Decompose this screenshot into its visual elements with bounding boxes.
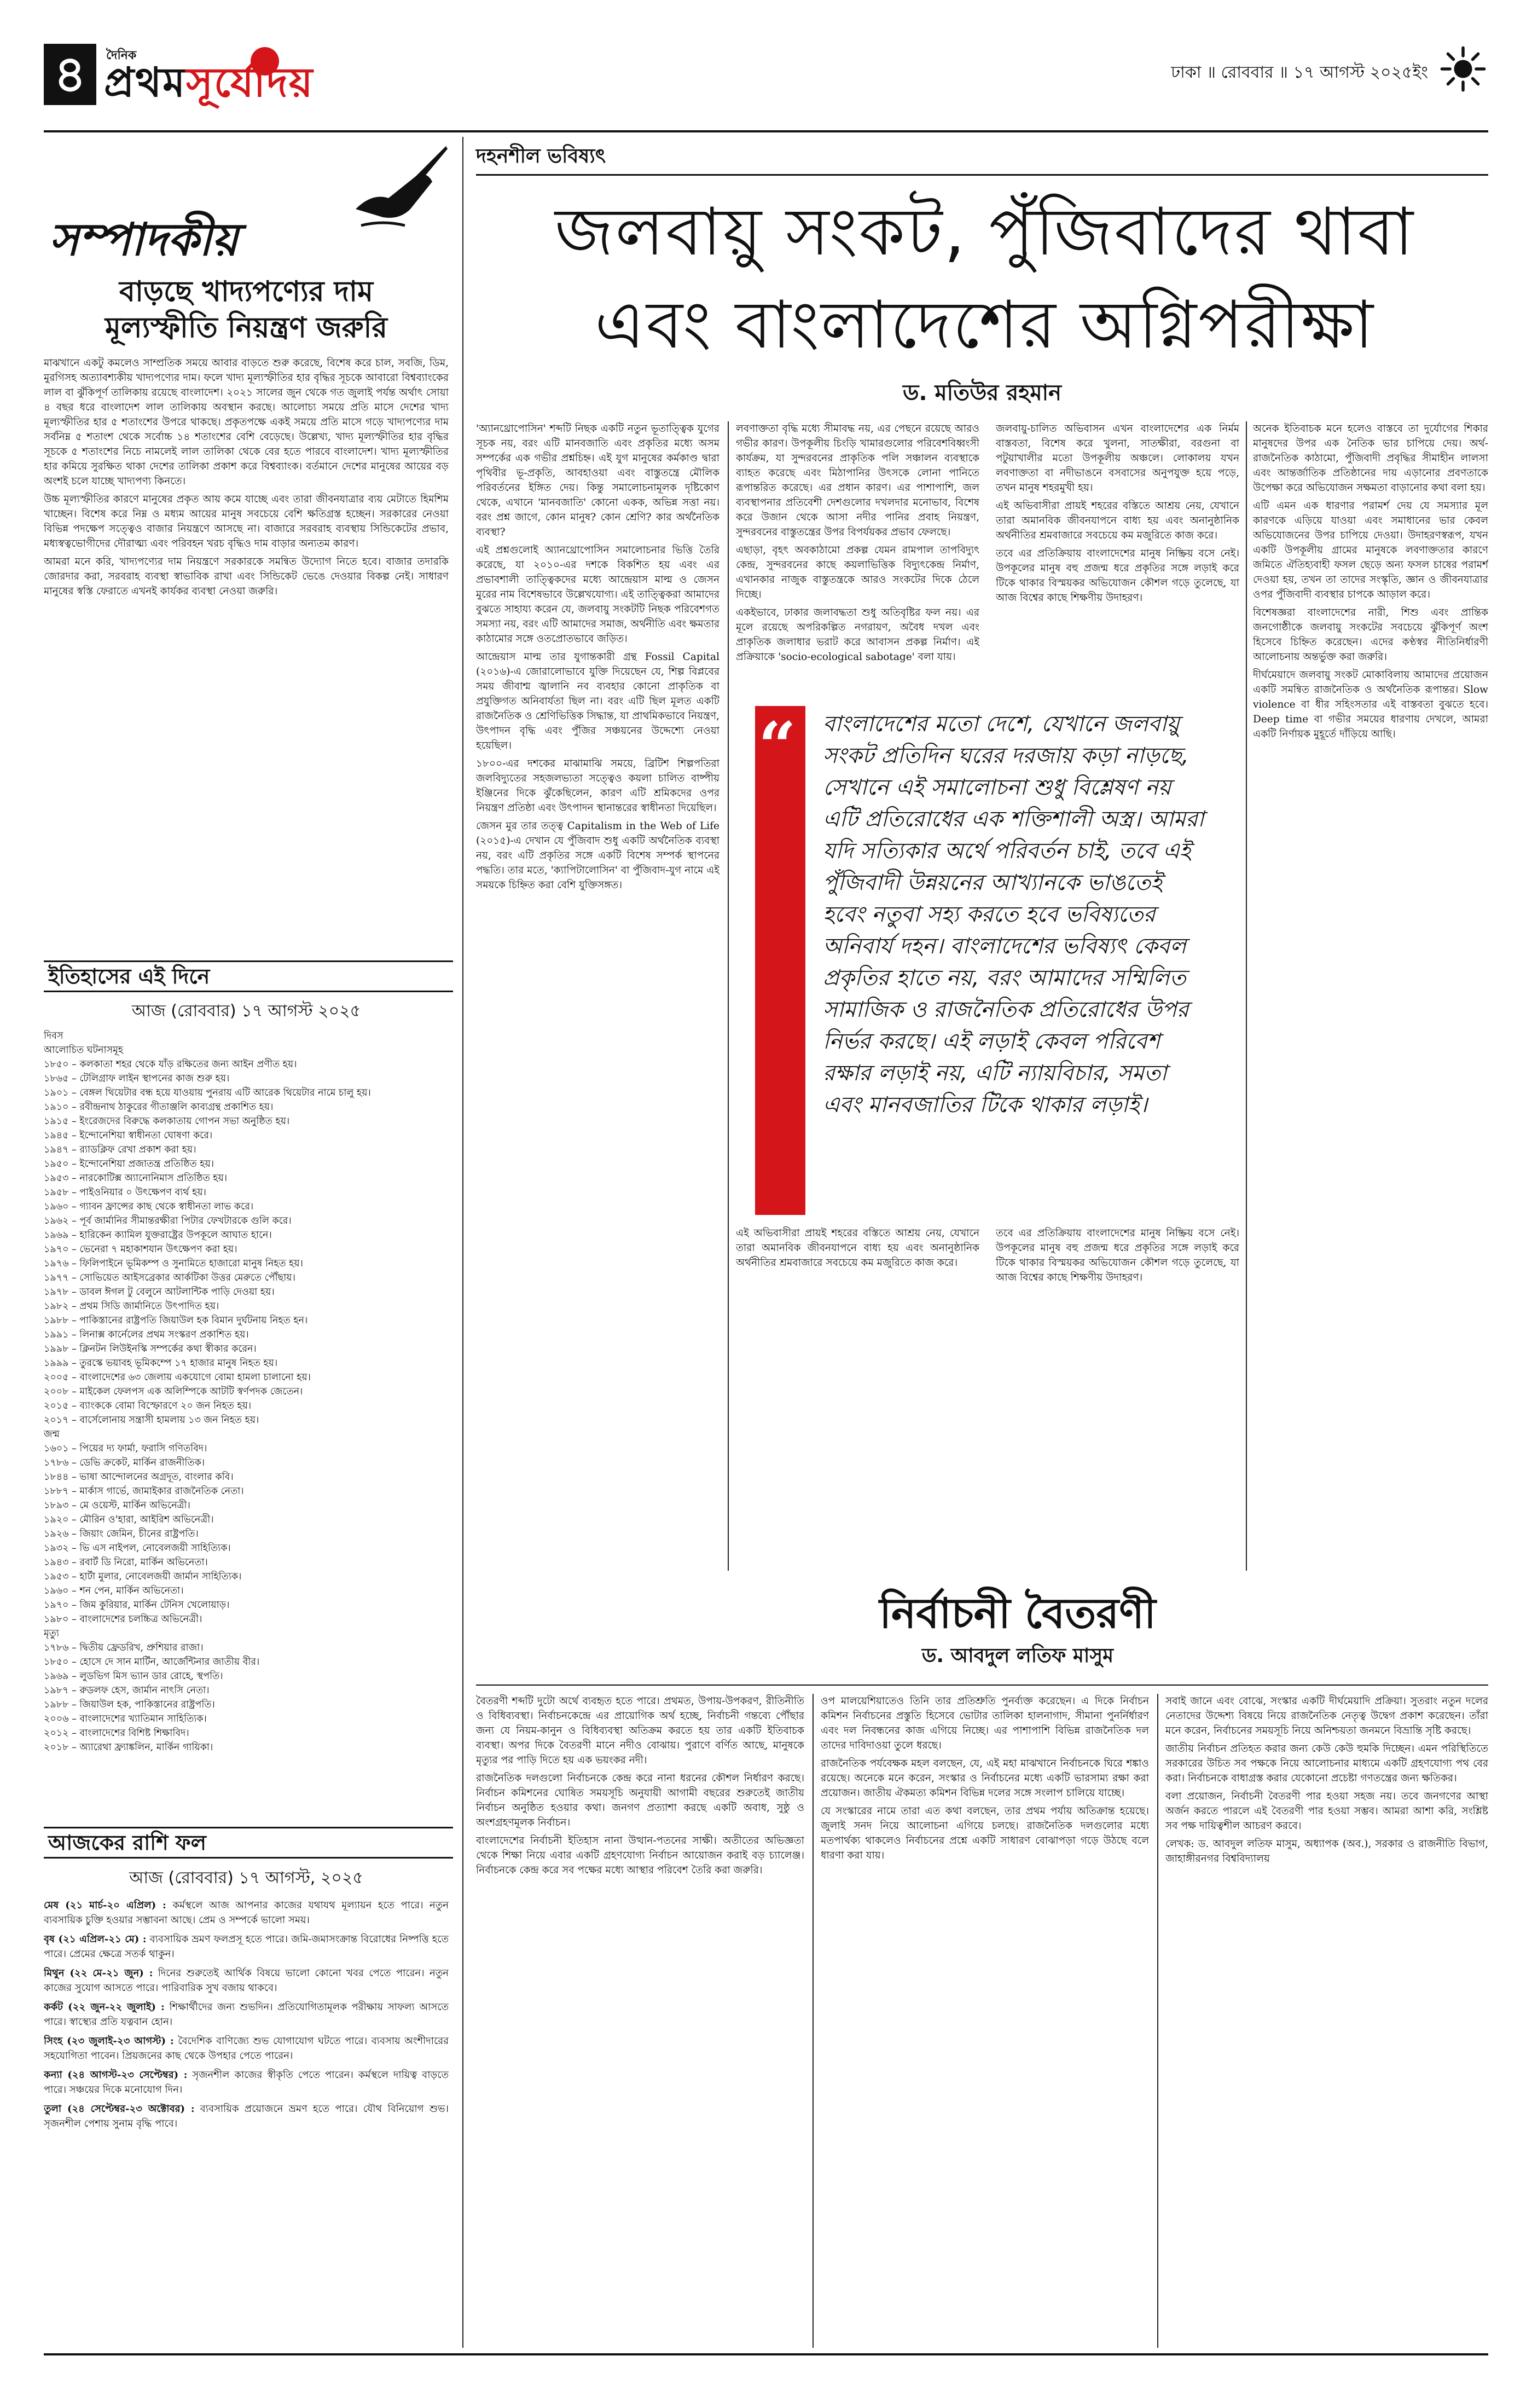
- history-section-title: ইতিহাসের এই দিনে: [44, 960, 453, 992]
- sub-article-paragraph: বাংলাদেশের নির্বাচনী ইতিহাস নানা উত্থান-পতনের সাক্ষী। অতীতের অভিজ্ঞতা থেকে শিক্ষা নিয়ে এবার একটি গ্রহণযোগ্য নির্বাচন আয়োজন করাই বড় চ্যালেঞ্জ। নির্বাচনকে কেন্দ্র করে সব পক্ষের মধ্যে আস্থার পরিবেশ তৈরি করা জরুরি।: [476, 1835, 804, 1876]
- history-event: ২০০৫ – বাংলাদেশের ৬৩ জেলায় একযোগে বোমা হামলা চালানো হয়।: [44, 1372, 311, 1383]
- sunburst-icon: [1438, 44, 1488, 94]
- history-event: ১৯৯১ – লিনাক্স কার্নেলের প্রথম সংস্করণ প্রকাশিত হয়।: [44, 1329, 249, 1340]
- logo-tag: দৈনিক: [106, 49, 137, 62]
- history-event: ১৯৭০ – জিম কুরিয়ার, মার্কিন টেনিস খেলোয়াড়।: [44, 1600, 230, 1611]
- sub-article-paragraph: সবাই জানে এবং বোঝে, সংস্কার একটি দীর্ঘমেয়াদি প্রক্রিয়া। সুতরাং নতুন দলের নেতাদের উদ্দেশ্য বিষয়ে নিয়ে রাজনৈতিক নেতৃত্ব উদ্বেগ প্রকাশ করেছেন। তাঁরা মনে করেন, নির্বাচনের সময়সূচি নিয়ে অনিশ্চয়তা জনমনে বিভ্রান্তি সৃষ্টি করছে।: [1165, 1695, 1488, 1736]
- sub-article-paragraph: রাজনৈতিক পর্যবেক্ষক মহল বলছেন, যে, এই মহা মাঝখানে নির্বাচনকে ঘিরে শঙ্কাও রয়েছে। অনেকে মনে করেন, সংস্কার ও নির্বাচনের মধ্যে একটি ভারসাম্য রক্ষা করা প্রয়োজন। জাতীয় ঐকমত্য কমিশন বিভিন্ন দলের সঙ্গে সংলাপ চালিয়ে যাচ্ছে।: [821, 1758, 1149, 1799]
- column-divider: [813, 1694, 814, 2348]
- rashi-list: [44, 1898, 449, 2347]
- rashi-item: মেষ (২১ মার্চ-২০ এপ্রিল) : কর্মস্থলে আজ আপনার কাজের যথাযথ মূল্যায়ন হতে পারে। নতুন ব্যবসায়িক চুক্তি হওয়ার সম্ভাবনা আছে। প্রেম ও সম্পর্কে ভালো সময়।: [44, 1900, 449, 1926]
- masthead: [44, 38, 1488, 115]
- sub-article-paragraph: ওপ মালয়েশিয়াতেও তিনি তার প্রতিশ্রুতি পুনর্ব্যক্ত করেছেন। এ দিকে নির্বাচন কমিশন নির্বাচনের প্রস্তুতি হিসেবে ভোটার তালিকা হালনাগাদ, সীমানা পুনর্নির্ধারণ এবং দল নিবন্ধনের কাজ এগিয়ে নিচ্ছে। এর পাশাপাশি বিভিন্ন রাজনৈতিক দল তাদের দাবিদাওয়া তুলে ধরছে।: [821, 1695, 1149, 1751]
- history-event: জন্ম: [44, 1429, 60, 1440]
- article-continuation: [736, 1226, 1239, 1571]
- history-list: [44, 1029, 449, 1817]
- sub-article-paragraph: জাতীয় নির্বাচন প্রতিহত করার জন্য কেউ কেউ হুমকি দিচ্ছেন। এমন পরিস্থিতিতে সরকারের উচিত সব পক্ষকে নিয়ে আলোচনার মাধ্যমে একটি গ্রহণযোগ্য পথ বের করা। নির্বাচনকে বাধাগ্রস্ত করার যেকোনো প্রচেষ্টা গণতন্ত্রের জন্য ক্ষতিকর।: [1165, 1743, 1488, 1784]
- column-divider: [1246, 421, 1247, 1571]
- article-paragraph: তবে এর প্রতিক্রিয়ায় বাংলাদেশের মানুষ নিষ্ক্রিয় বসে নেই। উপকূলের মানুষ বহু প্রজন্ম ধরে প্রকৃতির সঙ্গে লড়াই করে টিকে থাকার বিস্ময়কর অভিযোজন কৌশল গড়ে তুলেছে, যা আজ বিশ্বের কাছে শিক্ষণীয় উদাহরণ।: [996, 548, 1239, 604]
- editorial-headline: [44, 274, 449, 346]
- sub-article-paragraph: বলা প্রয়োজন, নির্বাচনী বৈতরণী পার হওয়া সহজ নয়। তবে জনগণের আস্থা অর্জন করতে পারলে এই বৈতরণী পার হওয়া সম্ভব। আমরা আশা করি, সংশ্লিষ্ট সব পক্ষ দায়িত্বশীল আচরণ করবে।: [1165, 1791, 1488, 1832]
- rashi-item: মিথুন (২২ মে-২১ জুন) : দিনের শুরুতেই আর্থিক বিষয়ে ভালো কোনো খবর পেতে পারেন। নতুন কাজের সুযোগ আসতে পারে। পারিবারিক সুখ বজায় থাকবে।: [44, 1967, 449, 1994]
- history-event: ১৭৮৬ – দ্বিতীয় ফ্রেডরিখ, প্রুশিয়ার রাজা।: [44, 1642, 204, 1653]
- article-headline-line-2: এবং বাংলাদেশের অগ্নিপরীক্ষা: [594, 287, 1376, 363]
- rashi-item: কর্কট (২২ জুন-২২ জুলাই) : শিক্ষার্থীদের জন্য শুভদিন। প্রতিযোগিতামূলক পরীক্ষায় সাফল্য আসতে পারে। স্বাস্থ্যের প্রতি যত্নবান হোন।: [44, 2001, 449, 2028]
- history-event: ১৯৯৮ – ক্লিনটন লিউইনস্কি সম্পর্কের কথা স্বীকার করেন।: [44, 1344, 257, 1354]
- pull-quote: [755, 706, 1215, 1215]
- history-event: ২০০৬ – বাংলাদেশের খ্যাতিমান সাহিত্যিক।: [44, 1714, 207, 1724]
- history-event: ১৯৮০ – বাংলাদেশের চলচ্চিত্র অভিনেত্রী।: [44, 1614, 202, 1625]
- history-event: ২০১৮ – অ্যারেথা ফ্র্যাঙ্কলিন, মার্কিন গায়িকা।: [44, 1742, 213, 1753]
- article-column-1: [476, 421, 719, 1571]
- article-headline-line-1: জলবায়ু সংকট, পুঁজিবাদের থাবা: [555, 194, 1415, 270]
- article-column-2: [736, 421, 979, 701]
- editorial-headline-2: মূল্যস্ফীতি নিয়ন্ত্রণ জরুরি: [105, 311, 387, 344]
- sub-article-rule: [476, 1685, 1488, 1686]
- editorial-section-title: সম্পাদকীয়: [49, 213, 239, 266]
- history-event: ১৯০১ – বেঙ্গল থিয়েটার বন্ধ হয়ে যাওয়ায় পুনরায় এটি আরেক থিয়েটার নামে চালু হয়।: [44, 1087, 371, 1098]
- page-number: ৪: [44, 44, 96, 105]
- editorial-header: [44, 143, 449, 269]
- history-event: ২০১৭ – বার্সেলোনায় সন্ত্রাসী হামলায় ১৩ জন নিহত হয়।: [44, 1415, 259, 1426]
- history-intro: দিবস: [44, 1031, 63, 1041]
- history-event: ১৯৪৫ – ইন্দোনেশিয়া স্বাধীনতা ঘোষণা করে।: [44, 1130, 213, 1141]
- history-event: ১৮৮৭ – মার্কাস গার্ভে, জামাইকার রাজনৈতিক নেতা।: [44, 1486, 244, 1497]
- sub-article-paragraph: রাজনৈতিক দলগুলো নির্বাচনকে কেন্দ্র করে নানা ধরনের কৌশল নির্ধারণ করছে। নির্বাচন কমিশনের ঘোষিত সময়সূচি অনুযায়ী আগামী বছরের শুরুতেই জাতীয় নির্বাচন অনুষ্ঠিত হওয়ার কথা। জনগণ প্রত্যাশা করছে একটি অবাধ, সুষ্ঠু ও অংশগ্রহণমূলক নির্বাচন।: [476, 1773, 804, 1828]
- pull-quote-text: বাংলাদেশের মতো দেশে, যেখানে জলবায়ু সংকট প্রতিদিন ঘরের দরজায় কড়া নাড়ছে, সেখানে এই সমালোচনা শুধু বিশ্লেষণ নয় এটি প্রতিরোধের এক শক্তিশালী অস্ত্র। আমরা যদি সত্যিকার অর্থে পরিবর্তন চাই, তবে এই পুঁজিবাদী উন্নয়নের আখ্যানকে ভাঙতেই হবেং নতুবা সহ্য করতে হবে ভবিষ্যতের অনিবার্য দহন। বাংলাদেশের ভবিষ্যৎ কেবল প্রকৃতির হাতে নয়, বরং আমাদের সম্মিলিত সামাজিক ও রাজনৈতিক প্রতিরোধের উপর নির্ভর করছে। এই লড়াই কেবল পরিবেশ রক্ষার লড়াই নয়, এটি ন্যায়বিচার, সমতা এবং মানবজাতির টিকে থাকার লড়াই।: [823, 711, 1204, 1118]
- article-paragraph: জেসন মুর তার তত্ত্ব Capitalism in the Web of Life (২০১৫)-এ দেখান যে পুঁজিবাদ শুধু একটি অর্থনৈতিক ব্যবস্থা নয়, বরং এটি প্রকৃতির সঙ্গে একটি বিশেষ সম্পর্ক স্থাপনের পদ্ধতি। তার মতে, 'ক্যাপিটালোসিন' বা পুঁজিবাদ-যুগ নামে এই সময়কে চিহ্নিত করা বেশি যুক্তিসঙ্গত।: [476, 820, 719, 891]
- quote-mark-icon: “: [758, 708, 797, 785]
- article-paragraph: বিশেষজ্ঞরা বাংলাদেশের নারী, শিশু এবং প্রান্তিক জনগোষ্ঠীকে জলবায়ু সংকটের সবচেয়ে ঝুঁকিপূর্ণ অংশ হিসেবে চিহ্নিত করেছেন। এদের কণ্ঠস্বর নীতিনির্ধারণী আলোচনায় অন্তর্ভুক্ত করা জরুরি।: [1253, 607, 1488, 663]
- sub-article-column-3: [1165, 1694, 1488, 2348]
- history-event: ১৯২০ – মৌরিন ও'হারা, আইরিশ অভিনেত্রী।: [44, 1514, 214, 1525]
- article-paragraph: এই অভিবাসীরা প্রায়ই শহরের বস্তিতে আশ্রয় নেয়, যেখানে তারা অমানবিক জীবনযাপনে বাধ্য হয় এবং অনানুষ্ঠানিক অর্থনীতির শ্রমবাজারে সবচেয়ে কম মজুরিতে কাজ করে।: [996, 500, 1239, 541]
- sub-article-paragraph: লেখক: ড. আবদুল লতিফ মাসুম, অধ্যাপক (অব.), সরকার ও রাজনীতি বিভাগ, জাহাঙ্গীরনগর বিশ্ববিদ্যালয়: [1165, 1838, 1488, 1865]
- history-event: ১৯৭৭ – সোভিয়েত আইসব্রেকার আর্কটিকা উত্তর মেরুতে পৌঁছায়।: [44, 1272, 295, 1283]
- history-event: ১৯৬০ – শন পেন, মার্কিন অভিনেতা।: [44, 1585, 184, 1596]
- history-event: ১৯১০ – রবীন্দ্রনাথ ঠাকুরের গীতাঞ্জলি কাব্যগ্রন্থ প্রকাশিত হয়।: [44, 1102, 274, 1113]
- history-event: ১৯৭৮ – ডাবল ঈগল টু বেলুনে আটলান্টিক পাড়ি দেওয়া হয়।: [44, 1287, 275, 1298]
- dateline: ঢাকা ॥ রোববার ॥ ১৭ আগস্ট ২০২৫ইং: [1171, 63, 1428, 82]
- column-divider: [728, 421, 729, 1571]
- history-event: ১৯৩২ – ভি এস নাইপল, নোবেলজয়ী সাহিত্যিক।: [44, 1543, 231, 1554]
- rashi-item: তুলা (২৪ সেপ্টেম্বর-২৩ অক্টোবর) : ব্যবসায়িক প্রয়োজনে ভ্রমণ হতে পারে। যৌথ বিনিয়োগ শুভ। সৃজনশীল পেশায় সুনাম বৃদ্ধি পাবে।: [44, 2103, 449, 2129]
- logo-name: প্রথমসূর্যোদয়: [104, 59, 314, 106]
- history-event: ১৯৬৯ – লুডভিগ মিস ভ্যান ডার রোহে, স্থপতি।: [44, 1671, 223, 1682]
- history-event: ১৯৫৮ – পাইওনিয়ার ০ উৎক্ষেপণ ব্যর্থ হয়।: [44, 1187, 206, 1198]
- sub-article-column-2: [821, 1694, 1149, 2348]
- history-event: ১৯৬৯ – হারিকেন ক্যামিল যুক্তরাষ্ট্রের উপকূলে আঘাত হানে।: [44, 1230, 272, 1241]
- history-event: ১৯৮২ – প্রথম সিডি জার্মানিতে উৎপাদিত হয়।: [44, 1301, 219, 1312]
- history-event: ১৯৫৩ – হার্টা মুলার, নোবেলজয়ী জার্মান সাহিত্যিক।: [44, 1571, 242, 1582]
- rashi-section-title: আজকের রাশি ফল: [44, 1827, 453, 1859]
- article-kicker: দহনশীল ভবিষ্যৎ: [476, 145, 606, 167]
- history-events-title: আলোচিত ঘটনাসমূহ: [44, 1045, 124, 1056]
- article-paragraph: জলবায়ু-চালিত অভিবাসন এখন বাংলাদেশের এক নির্মম বাস্তবতা, বিশেষ করে খুলনা, সাতক্ষীরা, বরগুনা বা পটুয়াখালীর মতো উপকূলীয় অঞ্চলে। লোকালয় যখন লবণাক্ততা বা নদীভাঙনে বসবাসের অনুপযুক্ত হয়ে পড়ে, তখন মানুষ শহরমুখী হয়।: [996, 423, 1239, 494]
- rashi-date: আজ (রোববার) ১৭ আগস্ট, ২০২৫: [129, 1868, 363, 1888]
- article-paragraph: লবণাক্ততা বৃদ্ধি মধ্যে সীমাবদ্ধ নয়, এর পেছনে রয়েছে আরও গভীর কারণ। উপকূলীয় চিংড়ি খামারগুলোর পরিবেশবিধ্বংসী কার্যক্রম, যা সুন্দরবনের প্রাকৃতিক পলি সঞ্চালন ব্যবস্থাকে ব্যাহত করেছে এবং মিঠাপানির উৎসকে লোনা পানিতে রূপান্তরিত করেছে। এর প্রধান কারণ। এর পাশাপাশি, জল ব্যবস্থাপনার প্রতিবেশী দেশগুলোর দখলদার মনোভাব, বিশেষ করে উজান থেকে আসা নদীর পানির প্রবাহ নিয়ন্ত্রণ, সুন্দরবনের বাস্তুতন্ত্রের উপর বিপর্যয়কর প্রভাব ফেলছে।: [736, 423, 979, 538]
- column-divider: [462, 137, 463, 2348]
- history-event: ১৮৬৫ – টেলিগ্রাফ লাইন স্থাপনের কাজ শুরু হয়।: [44, 1073, 230, 1084]
- history-event: ১৯৭০ – ভেনেরা ৭ মহাকাশযান উৎক্ষেপণ করা হয়।: [44, 1244, 237, 1255]
- history-event: মৃত্যু: [44, 1628, 59, 1639]
- editorial-paragraph: উচ্চ মূল্যস্ফীতির কারণে মানুষের প্রকৃত আয় কমে যাচ্ছে এবং তারা জীবনযাত্রার ব্যয় মেটাতে হিমশিম খাচ্ছেন। বিশেষ করে নিম্ন ও মধ্যম আয়ের মানুষ সবচেয়ে বেশি ক্ষতিগ্রস্ত হচ্ছেন। সরকারের নেওয়া বিভিন্ন পদক্ষেপ সত্ত্বেও বাজার নিয়ন্ত্রণে আসছে না। বাজারে সরবরাহ ব্যবস্থায় সিন্ডিকেটের প্রভাব, মধ্যস্বত্বভোগীদের দৌরাত্ম্য এবং পরিবহন খরচ বৃদ্ধিও দাম বাড়ার অন্যতম কারণ।: [44, 494, 449, 549]
- pen-hand-icon: [350, 143, 449, 231]
- editorial-headline-1: বাড়ছে খাদ্যপণ্যের দাম: [119, 275, 373, 308]
- article-paragraph: এটি এমন এক ধারণার পরামর্শ দেয় যে সমস্যার মূল কারণকে এড়িয়ে যাওয়া এবং সমাধানের ভার কেবল অভিযোজনের উপর চাপিয়ে দেওয়া। উদাহরণস্বরূপ, যখন একটি উপকূলীয় গ্রামের মানুষকে লবণাক্ততার কারণে জমিতে ঐতিহ্যবাহী ফসল ছেড়ে অন্য ফসল চাষের পরামর্শ দেওয়া হয়, তখন তা তাদের সংস্কৃতি, জ্ঞান ও জীবনযাত্রার ওপর পুঁজিবাদী ব্যবস্থার চাপকে আড়াল করে।: [1253, 500, 1488, 600]
- history-event: ১৯৫৩ – নারকোটিক্স অ্যানোনিমাস প্রতিষ্ঠিত হয়।: [44, 1173, 228, 1184]
- history-event: ১৯৬০ – গ্যাবন ফ্রান্সের কাছ থেকে স্বাধীনতা লাভ করে।: [44, 1201, 253, 1212]
- sub-article-column-1: [476, 1694, 804, 2348]
- article-paragraph: এই প্রশ্নগুলোই অ্যানথ্রোপোসিন সমালোচনার ভিত্তি তৈরি করেছে, যা ২০১০-এর দশকে বিকশিত হয় এবং এর প্রভাবশালী তাত্ত্বিকদের মধ্যে আন্দ্রেয়াস মাল্ম ও জেসন মুরের নাম বিশেষভাবে উল্লেখযোগ্য। এই তাত্ত্বিকরা আমাদের বুঝতে সাহায্য করেন যে, জলবায়ু সংকটটি নিছক পরিবেশগত সমস্যা নয়, বরং এটি আমাদের সমাজ, অর্থনীতি এবং ক্ষমতার কাঠামোর সঙ্গে ওতপ্রোতভাবে জড়িত।: [476, 545, 719, 645]
- history-event: ১৯৭৬ – ফিলিপাইনে ভূমিকম্প ও সুনামিতে হাজারো মানুষ নিহত হয়।: [44, 1258, 303, 1269]
- article-paragraph: এছাড়া, বৃহৎ অবকাঠামো প্রকল্প যেমন রামপাল তাপবিদ্যুৎ কেন্দ্র, সুন্দরবনের কাছে কয়লাভিত্তিক বিদ্যুৎকেন্দ্র নির্মাণ, এখানকার নাজুক বাস্তুতন্ত্রকে আরও সংকটের দিকে ঠেলে দিচ্ছে।: [736, 545, 979, 600]
- article-column-4: [1253, 421, 1488, 1571]
- column-divider: [1157, 1694, 1158, 2348]
- article-paragraph: 'অ্যানথ্রোপোসিন' শব্দটি নিছক একটি নতুন ভূতাত্ত্বিক যুগের সূচক নয়, বরং এটি মানবজাতি এবং প্রকৃতির মধ্যে অসম সম্পর্কের এক গভীর প্রশ্নচিহ্ন। এই যুগ মানুষের কর্মকাণ্ড দ্বারা পৃথিবীর ভূ-প্রকৃতি, আবহাওয়া এবং বাস্তুতন্ত্রে মৌলিক পরিবর্তনের ইঙ্গিত দেয়। কিন্তু সমালোচনামূলক দৃষ্টিকোণ থেকে, এখানে 'মানবজাতি' কোনো একক, অভিন্ন সত্তা নয়। বরং প্রশ্ন জাগে, কোন মানুষ? কোন শ্রেণি? কার অর্থনৈতিক ব্যবস্থা?: [476, 423, 719, 538]
- history-event: ১৮৫০ – হোসে দে সান মার্টিন, আর্জেন্টিনার জাতীয় বীর।: [44, 1657, 260, 1668]
- history-event: ১৯৮৭ – রুডলফ হেস, জার্মান নাৎসি নেতা।: [44, 1685, 210, 1696]
- rashi-item: সিংহ (২৩ জুলাই-২৩ আগস্ট) : বৈদেশিক বাণিজ্যে শুভ যোগাযোগ ঘটতে পারে। ব্যবসায় অংশীদারের সহযোগিতা পাবেন। প্রিয়জনের কাছ থেকে উপহার পেতে পারেন।: [44, 2035, 449, 2062]
- sub-article-paragraph: যে সংস্কারের নামে তারা এত কথা বলছেন, তার প্রথম পর্যায় অতিক্রান্ত হয়েছে। জুলাই সনদ নিয়ে আলোচনা এগিয়ে চলছে। রাজনৈতিক দলগুলোর মধ্যে মতপার্থক্য থাকলেও নির্বাচনের প্রশ্নে একটি সাধারণ বোঝাপড়া গড়ে উঠছে বলে ধারণা করা যায়।: [821, 1805, 1149, 1861]
- article-paragraph: এই অভিবাসীরা প্রায়ই শহরের বস্তিতে আশ্রয় নেয়, যেখানে তারা অমানবিক জীবনযাপনে বাধ্য হয় এবং অনানুষ্ঠানিক অর্থনীতির শ্রমবাজারে সবচেয়ে কম মজুরিতে কাজ করে।: [736, 1228, 979, 1269]
- article-byline: ড. মতিউর রহমান: [902, 380, 1062, 406]
- history-event: ১৯৬২ – পূর্ব জার্মানির সীমান্তরক্ষীরা পিটার ফেখটারকে গুলি করে।: [44, 1215, 292, 1226]
- history-event: ১৯১৫ – ইংরেজদের বিরুদ্ধে কলকাতায় গোপন সভা অনুষ্ঠিত হয়।: [44, 1116, 290, 1127]
- history-event: ১৯২৬ – জিয়াং জেমিন, চীনের রাষ্ট্রপতি।: [44, 1529, 199, 1539]
- history-event: ১৯৮৮ – জিয়াউল হক, পাকিস্তানের রাষ্ট্রপতি।: [44, 1699, 215, 1710]
- article-paragraph: আন্দ্রেয়াস মাল্ম তার যুগান্তকারী গ্রন্থ Fossil Capital (২০১৬)-এ জোরালোভাবে যুক্তি দিয়েছেন যে, শিল্প বিপ্লবের সময় জীবাশ্ম জ্বালানি নব ব্যবহার কোনো প্রাকৃতিক বা প্রযুক্তিগত অনিবার্যতা ছিল না। বরং এটি ছিল মূলত একটি রাজনৈতিক ও শ্রেণিভিত্তিক সিদ্ধান্ত, যা প্রাথমিকভাবে নিয়ন্ত্রণ, উৎপাদন বৃদ্ধি এবং পুঁজির সঞ্চয়নের উদ্দেশ্যে নেওয়া হয়েছিল।: [476, 651, 719, 751]
- editorial-paragraph: মাঝখানে একটু কমলেও সাম্প্রতিক সময়ে আবার বাড়তে শুরু করেছে, বিশেষ করে চাল, সবজি, ডিম, মুরগিসহ অত্যাবশ্যকীয় খাদ্যপণ্যের দাম। ফলে খাদ্য মূল্যস্ফীতির হার বৃদ্ধির সূচকে আবারো বিশ্বব্যাংকের লাল বা ঝুঁকিপূর্ণ তালিকায় রয়েছে বাংলাদেশ। ২০২১ সালের জুন থেকে গত জুলাই পর্যন্ত অর্থাৎ সোয়া ৪ বছর ধরে বাংলাদেশ লাল তালিকায় অবস্থান করছে। আলোচ্য সময়ে প্রতি মাসে দেশের খাদ্য মূল্যস্ফীতির হার ৫ শতাংশের উপরে থাকছে। প্রকৃতপক্ষে একই সময়ে প্রতি মাসে গড়ে খাদ্যপণ্যের দাম সর্বনিম্ন ৫ শতাংশ থেকে সর্বোচ্চ ১৪ শতাংশের বেশি বেড়েছে। উল্লেখ্য, খাদ্য মূল্যস্ফীতির হার বৃদ্ধির সূচকে ৫ শতাংশের নিচে নামলেই লাল তালিকা থেকে বের হতে পারবে বাংলাদেশ। খাদ্য মূল্যস্ফীতির হার কমিয়ে সুরক্ষিত থাকা দেশের তালিকা প্রকাশ করে বিশ্বব্যাংক। বর্তমানে দেশের মানুষের আয়ের বড় অংশই চলে যাচ্ছে খাদ্যপণ্য কিনতে।: [44, 357, 449, 487]
- sub-article-byline: ড. আবদুল লতিফ মাসুম: [921, 1645, 1114, 1667]
- masthead-rule: [44, 130, 1488, 132]
- history-event: ২০১২ – বাংলাদেশের বিশিষ্ট শিক্ষাবিদ।: [44, 1728, 189, 1739]
- history-event: ১৯৪৩ – রবার্ট ডি নিরো, মার্কিন অভিনেতা।: [44, 1557, 208, 1568]
- history-date: আজ (রোববার) ১৭ আগস্ট ২০২৫: [131, 1002, 361, 1021]
- article-paragraph: ১৮০০-এর দশকের মাঝামাঝি সময়ে, ব্রিটিশ শিল্পপতিরা জলবিদ্যুতের সহজলভ্যতা সত্ত্বেও কয়লা চালিত বাষ্পীয় ইঞ্জিনের দিকে ঝুঁকেছিলেন, কারণ এটি শ্রমিকদের ওপর নিয়ন্ত্রণ প্রতিষ্ঠা এবং উৎপাদন স্থানান্তরের স্বাধীনতা দিয়েছিল।: [476, 758, 719, 814]
- history-event: ১৯৫০ – ইন্দোনেশিয়া প্রজাতন্ত্র প্রতিষ্ঠিত হয়।: [44, 1159, 214, 1170]
- history-event: ১৮৫০ – কলকাতা শহর থেকে যাঁড় রক্ষিতের জন্য আইন প্রণীত হয়।: [44, 1059, 297, 1070]
- editorial-paragraph: আমরা মনে করি, খাদ্যপণ্যের দাম নিয়ন্ত্রণে সরকারকে সমন্বিত উদ্যোগ নিতে হবে। বাজার তদারকি জোরদার করা, সরবরাহ ব্যবস্থা স্বাভাবিক রাখা এবং সিন্ডিকেট ভেঙে দেওয়ার বিকল্প নেই। সাধারণ মানুষের স্বস্তি ফেরাতে এখনই কার্যকর ব্যবস্থা নেওয়া জরুরি।: [44, 556, 449, 597]
- article-paragraph: একইভাবে, ঢাকার জলাবদ্ধতা শুধু অতিবৃষ্টির ফল নয়। এর মূলে রয়েছে অপরিকল্পিত নগরায়ণ, অবৈধ দখল এবং প্রাকৃতিক জলাধার ভরাট করে আবাসন প্রকল্প নির্মাণ। এই প্রক্রিয়াকে 'socio-ecological sabotage' বলা যায়।: [736, 607, 979, 663]
- history-event: ১৯৪৭ – র‍্যাডক্লিফ রেখা প্রকাশ করা হয়।: [44, 1144, 196, 1155]
- history-event: ২০১৫ – ব্যাংককে বোমা বিস্ফোরণে ২০ জন নিহত হয়।: [44, 1400, 252, 1411]
- page-bottom-rule: [44, 2353, 1488, 2355]
- article-column-3: [996, 421, 1239, 701]
- newspaper-logo[interactable]: [104, 43, 454, 111]
- history-event: ১৮৪৪ – ভাষা আন্দোলনের অগ্রদূত, বাংলার কবি।: [44, 1472, 234, 1483]
- history-event: ১৮৯৩ – মে ওয়েস্ট, মার্কিন অভিনেত্রী।: [44, 1500, 190, 1511]
- history-event: ১৯৮৮ – পাকিস্তানের রাষ্ট্রপতি জিয়াউল হক বিমান দুর্ঘটনায় নিহত হন।: [44, 1315, 308, 1326]
- article-paragraph: অনেক ইতিবাচক মনে হলেও বাস্তবে তা দুর্যোগের শিকার মানুষদের উপর এক নৈতিক ভার চাপিয়ে দেয়। অর্থ-রাজনৈতিক কাঠামো, পুঁজিবাদী প্রবৃদ্ধির সীমাহীন লালসা এবং আন্তর্জাতিক প্রতিষ্ঠানের দায় এড়ানোর প্রবণতাকে উপেক্ষা করে অভিযোজন সক্ষমতা বাড়ানোর কথা বলা হয়।: [1253, 423, 1488, 494]
- history-event: ১৬০১ – পিয়ের দ্য ফার্মা, ফরাসি গণিতবিদ।: [44, 1443, 207, 1454]
- article-paragraph: দীর্ঘমেয়াদে জলবায়ু সংকট মোকাবিলায় আমাদের প্রয়োজন একটি সমন্বিত রাজনৈতিক ও অর্থনৈতিক রূপান্তর। Slow violence বা ধীর সহিংসতার এই বাস্তবতা বুঝতে হবে। Deep time বা গভীর সময়ের ধারণায় দেখলে, আমরা একটি নির্ণায়ক মুহূর্তে দাঁড়িয়ে আছি।: [1253, 669, 1488, 740]
- rashi-item: কন্যা (২৪ আগস্ট-২৩ সেপ্টেম্বর) : সৃজনশীল কাজের স্বীকৃতি পেতে পারেন। কর্মস্থলে দায়িত্ব বাড়তে পারে। সঞ্চয়ের দিকে মনোযোগ দিন।: [44, 2069, 449, 2096]
- history-event: ২০০৮ – মাইকেল ফেলপস এক অলিম্পিকে আটটি স্বর্ণপদক জেতেন।: [44, 1386, 303, 1397]
- kicker-rule: [476, 174, 1488, 176]
- history-event: ১৯৯৯ – তুরস্কে ভয়াবহ ভূমিকম্পে ১৭ হাজার মানুষ নিহত হয়।: [44, 1358, 278, 1369]
- sub-article-paragraph: বৈতরণী শব্দটি দুটো অর্থে ব্যবহৃত হতে পারে। প্রথমত, উপায়-উপকরণ, রীতিনীতি ও বিধিব্যবস্থা। নির্বাচনকেন্দ্রে এর প্রায়োগিক অর্থ হচ্ছে, নির্বাচনী গন্তব্যে পৌঁছার জন্য যে নিয়ম-কানুন ও বিধিব্যবস্থা অতিক্রম করতে হয় তার একটি ইতিবাচক ব্যবস্থা। অপর দিকে বৈতরণী মানে নদীও বোঝায়। পুরাণে বর্ণিত আছে, মানুষকে মৃত্যুর পর পাড়ি দিতে হয় এক ভয়ংকর নদী।: [476, 1695, 804, 1766]
- sub-article-headline: নির্বাচনী বৈতরণী: [879, 1589, 1156, 1637]
- rashi-item: বৃষ (২১ এপ্রিল-২১ মে) : ব্যবসায়িক ভ্রমণ ফলপ্রসূ হতে পারে। জমি-জমাসংক্রান্ত বিরোধের নিষ্পত্তি হতে পারে। প্রেমের ক্ষেত্রে সতর্ক থাকুন।: [44, 1934, 449, 1960]
- article-headline: [492, 186, 1477, 372]
- history-event: ১৭৮৬ – ডেভি ক্রকেট, মার্কিন রাজনীতিক।: [44, 1457, 205, 1468]
- article-paragraph: তবে এর প্রতিক্রিয়ায় বাংলাদেশের মানুষ নিষ্ক্রিয় বসে নেই। উপকূলের মানুষ বহু প্রজন্ম ধরে প্রকৃতির সঙ্গে লড়াই করে টিকে থাকার বিস্ময়কর অভিযোজন কৌশল গড়ে তুলেছে, যা আজ বিশ্বের কাছে শিক্ষণীয় উদাহরণ।: [996, 1228, 1239, 1283]
- editorial-body: [44, 356, 449, 947]
